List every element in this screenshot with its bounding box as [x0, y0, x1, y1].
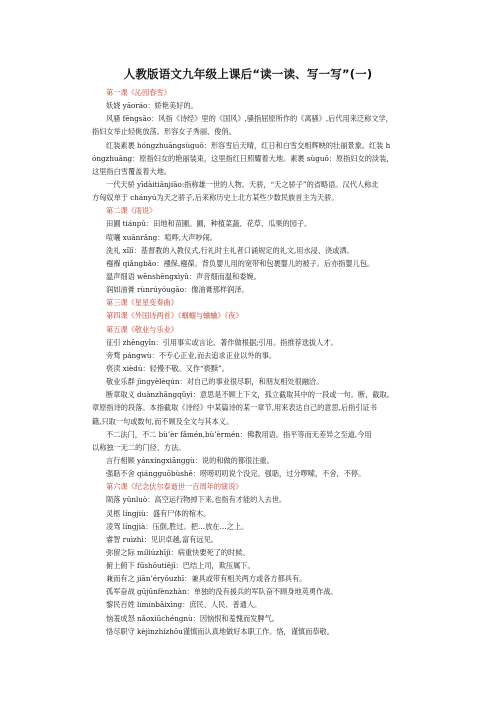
vocab-entry-continuation: 方匈奴单于 chányú为天之骄子,后来称历史上北方某些少数民族首主为天骄。 [92, 193, 339, 203]
vocab-entry-continuation: 籍,只取一句或数句,而不顾及全文与其本义。 [92, 416, 234, 426]
vocab-entry: 凌驾 língjià：压倒,胜过。把…放在…之上。 [106, 521, 249, 531]
section-heading: 第五课《敬业与乐业》 [106, 324, 178, 334]
vocab-entry: 田圃 tiánpǔ：田地和苗圃。圃，种植菜蔬、花草、瓜果的园子。 [106, 219, 312, 229]
vocab-entry: 襁褓 qiǎngbǎo：襁保,襁葆。背负婴儿用的宽带和包裹婴儿的被子。后亦指婴儿包。 [106, 258, 375, 268]
vocab-entry: 亵渎 xièdú：轻慢不敬。又作“亵黩”。 [106, 363, 229, 373]
vocab-entry: 弥留之际 míliúzhījì：病重快要死了的时候。 [106, 547, 250, 557]
document-title: 人教版语文九年级上课后“读一读、写一写”(一) [123, 67, 373, 81]
vocab-entry: 孤军奋战 gūjūnfènzhàn：单独的没有援兵的军队奋不顾身地英勇作战。 [106, 587, 338, 597]
vocab-entry: 睿智 ruìzhì：见识卓越,富有远见。 [106, 534, 218, 544]
vocab-entry: 敬业乐群 jìngyèlèqún：对自己的事业很尽职，和朋友相处很融洽。 [106, 377, 324, 387]
vocab-entry: 断章取义 duànzhāngqǔyì：意思是不顾上下文，孤立截取其中的一段或一句。断，截取。 [106, 390, 394, 400]
vocab-entry-continuation: 以称独一无二的门径、方法。 [92, 442, 186, 452]
vocab-entry: 强聒不舍 qiángguōbùshě：唠唠叨叨说个没完。强聒，过分啰嗦，不舍，不停。 [106, 469, 366, 479]
vocab-entry-continuation: 指妇女举止轻佻放荡。形容女子秀丽、俊俏。 [92, 127, 236, 137]
document-body [92, 86, 424, 638]
vocab-entry: 俯上俯下 fǔshǒutiējǐ：巴结上司，欺压属下。 [106, 561, 255, 571]
vocab-entry: 陨落 yǔnluò：高空运行物掉下来,也指有才能的人去世。 [106, 495, 287, 505]
vocab-entry: 温声细语 wēnshēngxìyǔ：声音细而温和委婉。 [106, 271, 261, 281]
section-heading: 第六课《纪念伏尔泰逝世一百周年的演说》 [106, 482, 243, 492]
vocab-entry: 旁骛 pángwù：不专心正业,而去追求正业以外的事。 [106, 350, 277, 360]
section-heading: 第一课《沁园春雪》 [106, 88, 171, 97]
vocab-entry: 言行相顾 yánxíngxiānggù：说的和做的都很注重。 [106, 455, 274, 465]
vocab-entry: 红装素裹 hóngzhuāngsùguǒ：形容雪后天晴，红日和白雪交相辉映的壮丽景象。红装 h [106, 140, 391, 150]
section-heading: 第四课《外国诗两首》《蝈蝈与蛐蛐》《夜》 [106, 311, 243, 321]
vocab-entry: 妖娆 yāoráo：娇艳美好的。 [106, 101, 198, 111]
vocab-entry: 润如油膏 rùnrúyóugāo：像油膏那样润泽。 [106, 285, 249, 295]
vocab-entry: 恼羞成怒 nǎoxiūchéngnù：因恼恨和羞愧而发脾气。 [106, 613, 279, 623]
vocab-entry-continuation: 这里指白雪覆盖着大地。 [92, 166, 172, 176]
vocab-entry: 风骚 fēngsāo：风指《诗经》里的《国风》,骚指屈原所作的《离骚》,后代用来泛称文学， [106, 114, 393, 124]
vocab-entry: 不二法门，不二 bù’èr fǎmén,bù’èrmén：佛教用语。指平等而无差异之至道,今用 [106, 429, 372, 439]
vocab-entry: 恪尽职守 kèjìnzhízhǒu谨慎而认真地做好本职工作。恪，谨慎而恭敬。 [106, 626, 334, 636]
section-heading: 第二课《雨说》 [106, 206, 157, 216]
vocab-entry-continuation: 章原指诗的段落。本指截取《诗经》中某篇诗的某一章节,用来表达自己的意思,后指引证书 [92, 403, 377, 413]
vocab-entry: 征引 zhēngyǐn：引用事实或言论、著作做根据;引用。指推荐选拔人才。 [106, 337, 338, 347]
vocab-entry: 喧嚷 xuānrǎng：喧哗,大声吵闹。 [106, 232, 217, 242]
vocab-entry: 黎民百姓 límínbǎixìng：庶民、人民、普通人。 [106, 600, 262, 610]
vocab-entry-continuation: óngzhuāng：原指妇女的艳丽装束，这里指红日照耀着大地。素裹 sùguǒ：原指妇女的淡装， [92, 153, 394, 163]
vocab-entry: 兼而有之 jiān’éryǒuzhī：兼具或带有相关两方或各方都具有。 [106, 574, 307, 584]
vocab-entry: 一代天骄 yīdàitiānjiāo:指称雄一世的人物。天骄，“天之骄子”的省略语。汉代人称北 [106, 179, 379, 189]
section-heading: 第三课《星星变奏曲》 [106, 298, 178, 308]
vocab-entry: 灵柩 língjiù：盛有尸体的棺木。 [106, 508, 211, 518]
vocab-entry: 洗礼 xǐlǐ：基督教的入教仪式,行礼时主礼者口诵规定的礼文,用水浸、浇或洒。 [106, 245, 354, 255]
